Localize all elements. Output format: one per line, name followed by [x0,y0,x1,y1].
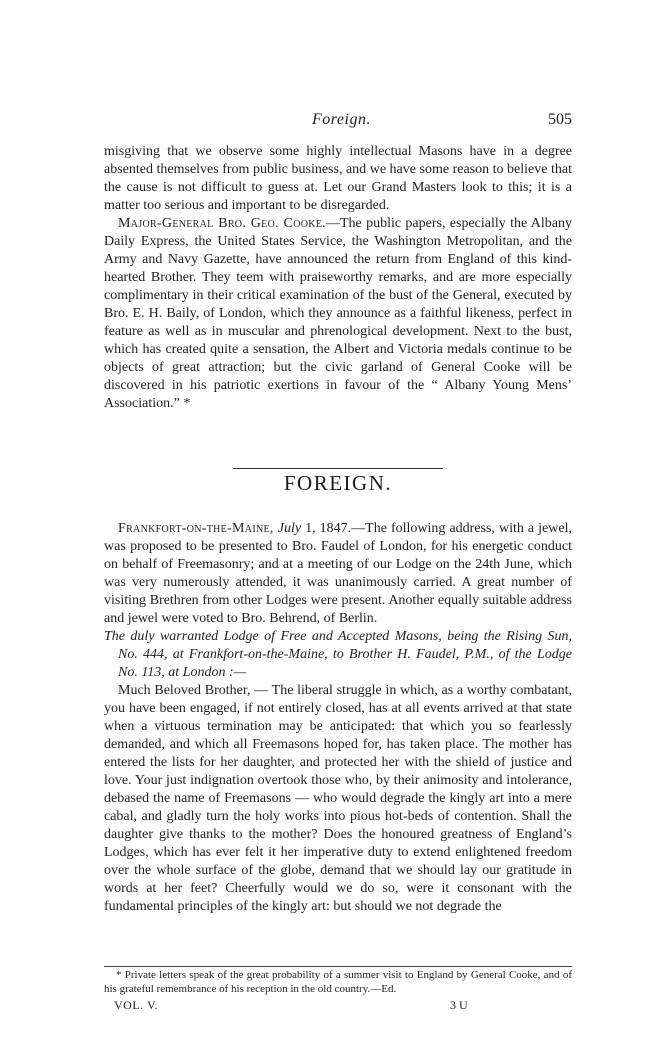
volume-label: VOL. V. [114,998,159,1012]
cooke-paragraph-lead: Major-General Bro. Geo. Cooke. [118,216,326,231]
running-head [104,111,572,133]
footnote-rule [104,966,572,967]
frankfort-paragraph [104,520,572,628]
footnote-text: * Private letters speak of the great probability of a summer visit to England by General Cooke, and of his grateful remembrance of his reception in the old country.—Ed. [104,969,572,995]
signature-mark: 3 U [450,998,468,1012]
continued-paragraph: misgiving that we observe some highly intellectual Masons have in a degree absented themselves from public business, and we have some reason to believe that the cause is not difficult to guess at. Let our Grand Masters look to this; it is a matter too serious and important to be disregarded. [104,144,572,213]
address-body: Much Beloved Brother, — The liberal struggle in which, as a worthy combatant, you have been engaged, if not entirely closed, has at all events arrived at that state when a virtuous termination may be anticipated: that which you so fearlessly demanded, and which all Freemasons hoped for, has taken place. The mother has entered the lists for her daughter, and protected her with the shield of justice and love. Your just indignation overtook those who, by their animosity and intolerance, debased the name of Freemasons — who would degrade the kingly art into a mere cabal, and gladly turn the holy works into pious hot-beds of contention. Shall the daughter give thanks to the mother? Does the honoured greatness of England’s Lodges, which has ever felt it her imperative duty to extend enlightened freedom over the whole surface of the globe, demand that we should lay our gratitude in words at her feet? Cheerfully would we do so, were it consonant with the fundamental principles of the kingly art: but should we not degrade the [104,683,572,914]
address-heading: The duly warranted Lodge of Free and Accepted Masons, being the Rising Sun, No. 444, at Frankfort-on-the-Maine, to Brother H. Faudel, P.M., of the Lodge No. 113, at London :— [104,629,572,680]
footnote [104,968,572,996]
running-title: Foreign. [312,111,371,128]
frankfort-text: 1, 1847.—The following address, with a jewel, was proposed to be presented to Bro. Faudel of London, for his energetic conduct on behalf of Freemasonry; and at a meeting of our Lodge on the 24th June, which was very numerously attended, it was unanimously carried. A great number of visiting Brethren from other Lodges were present. Another equally suitable address and jewel were voted to Bro. Behrend, of Berlin. [104,521,572,626]
signature-line [104,998,572,1014]
section-title: FOREIGN. [283,471,393,495]
body-text [104,143,572,413]
cooke-paragraph-text: —The public papers, especially the Albany Daily Express, the United States Service, the Washington Metropolitan, and the Army and Navy Gazette, have announced the return from England of this kind-hearted Brother. They teem with praiseworthy remarks, and are more especially complimentary in their critical examination of the bust of the General, executed by Bro. E. H. Baily, of London, which they announce as a faithful likeness, perfect in feature as well as in muscular and phrenological development. Next to the bust, which has created quite a sensation, the Albert and Victoria medals continue to be objects of great attraction; but the civic garland of General Cooke will be discovered in his patriotic exertions in favour of the “ Albany Young Mens’ Association.” * [104,216,572,411]
page-number: 505 [548,111,572,128]
cooke-paragraph [104,215,572,413]
book-page [104,0,572,1060]
frankfort-place: Frankfort-on-the-Maine, [118,521,274,536]
frankfort-date: July [277,521,302,536]
section-body [104,520,572,916]
section-divider [233,468,443,469]
